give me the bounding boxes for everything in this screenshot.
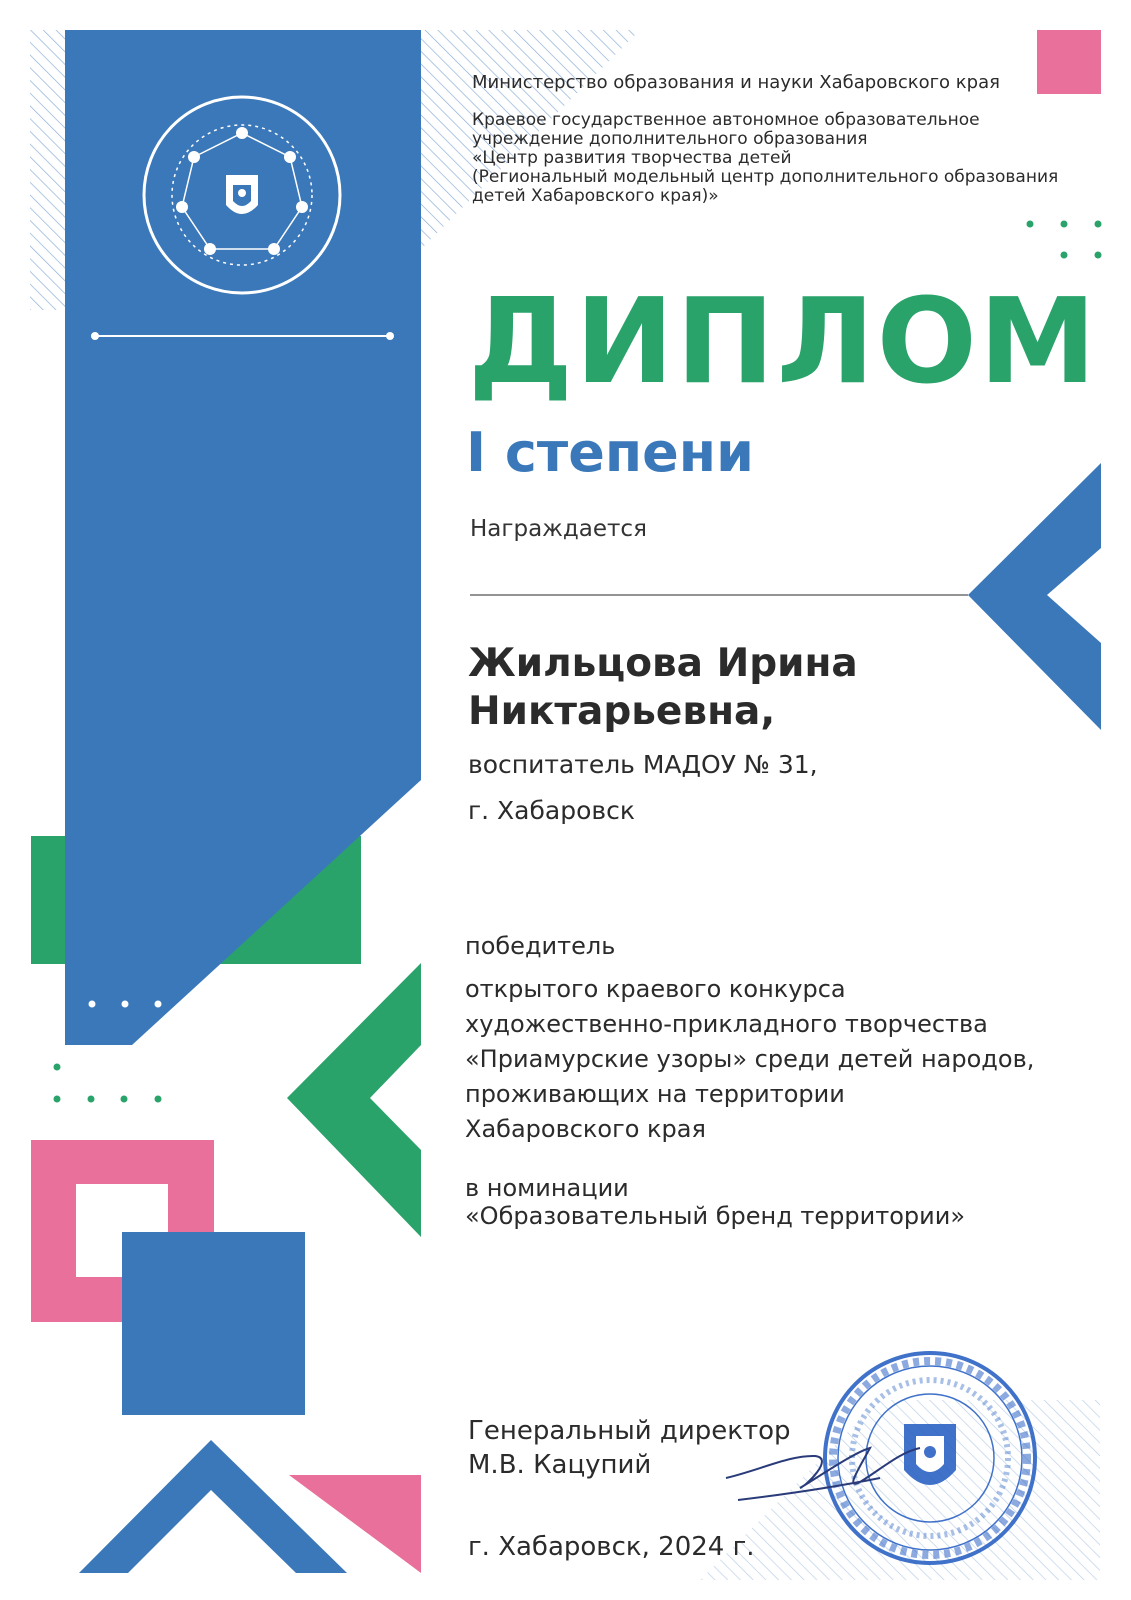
award-status: победитель (465, 932, 616, 960)
organization-name (472, 111, 1092, 206)
org-line: «Центр развития творчества детей (472, 148, 792, 168)
org-line: учреждение дополнительного образования (472, 129, 868, 149)
recipient-position: воспитатель МАДОУ № 31, (468, 750, 818, 779)
ministry-name: Министерство образования и науки Хабаровского края (472, 72, 1000, 93)
contest-line: художественно-прикладного творчества (465, 1010, 988, 1038)
contest-line: «Приамурские узоры» среди детей народов, (465, 1045, 1035, 1073)
recipient-city: г. Хабаровск (468, 796, 635, 825)
recipient-name-line1: Жильцова Ирина (468, 641, 858, 686)
recipient-name-line2: Никтарьевна, (468, 689, 776, 734)
diploma-title: ДИПЛОМ (468, 272, 1099, 410)
blue-chevron-right (968, 463, 1101, 730)
awarded-label: Награждается (470, 516, 647, 542)
org-line: (Региональный модельный центр дополнительного образования (472, 167, 1059, 187)
org-line: детей Хабаровского края)» (472, 186, 719, 206)
director-name: М.В. Кацупий (468, 1450, 652, 1480)
place-and-year: г. Хабаровск, 2024 г. (468, 1532, 755, 1562)
pink-square-top (1037, 30, 1101, 94)
contest-line: Хабаровского края (465, 1115, 706, 1143)
blue-square (122, 1232, 305, 1415)
green-chevron (287, 963, 421, 1237)
dots-green-right (1027, 221, 1102, 259)
contest-description (465, 972, 1034, 1147)
contest-line: проживающих на территории (465, 1080, 845, 1108)
diploma-degree: I степени (466, 421, 754, 484)
blue-triangle (79, 1440, 347, 1573)
contest-line: открытого краевого конкурса (465, 975, 846, 1003)
org-line: Краевое государственное автономное образовательное (472, 110, 980, 130)
director-title: Генеральный директор (468, 1416, 791, 1446)
dots-green-left (54, 1064, 162, 1103)
nomination-label: в номинации (465, 1174, 629, 1202)
nomination-name: «Образовательный бренд территории» (465, 1202, 966, 1230)
recipient-name (468, 640, 858, 736)
